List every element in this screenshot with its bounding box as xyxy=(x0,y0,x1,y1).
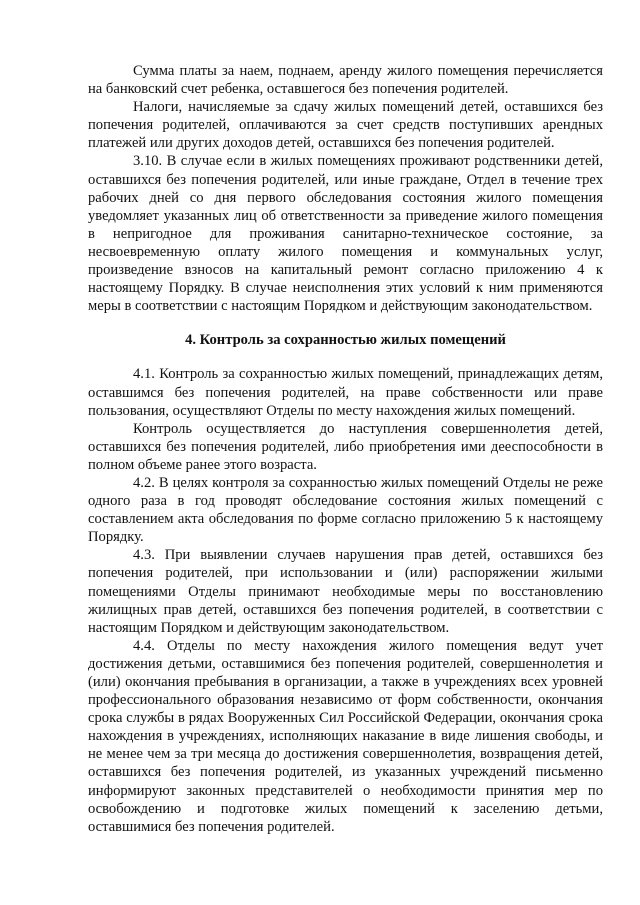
paragraph-4-1: 4.1. Контроль за сохранностью жилых помещений, принадлежащих детям, оставшимся без попечения родителей, на праве собственности или праве пользования, осуществляют Отделы по месту нахождения жилых помещений. xyxy=(88,366,603,419)
paragraph-3-10: 3.10. В случае если в жилых помещениях проживают родственники детей, оставшихся без попечения родителей, или иные граждане, Отдел в течение трех рабочих дней со дня первого обследования состояния жилого помещения уведомляет указанных лиц об ответственности за приведение жилого помещения в непригодное для проживания санитарно-техническое состояние, за несвоевременную оплату жилого помещения и коммунальных услуг, произведение взносов на капитальный ремонт согласно приложению 4 к настоящему Порядку. В случае неисполнения этих условий к ним применяются меры в соответствии с настоящим Порядком и действующим законодательством. xyxy=(88,153,603,315)
paragraph-4-2: 4.2. В целях контроля за сохранностью жилых помещений Отделы не реже одного раза в год проводят обследование состояния жилых помещений с составлением акта обследования по форме согласно приложению 5 к настоящему Порядку. xyxy=(88,474,603,546)
paragraph-rent-payment: Сумма платы за наем, поднаем, аренду жилого помещения перечисляется на банковский счет ребенка, оставшегося без попечения родителей. xyxy=(88,63,603,98)
section-heading: 4. Контроль за сохранностью жилых помещений xyxy=(185,332,506,349)
paragraph-taxes: Налоги, начисляемые за сдачу жилых помещений детей, оставшихся без попечения родителей, оплачиваются за счет средств поступивших арендных платежей или других доходов детей, оставшихся без попечения родителей. xyxy=(88,99,603,152)
paragraph-control-period: Контроль осуществляется до наступления совершеннолетия детей, оставшихся без попечения родителей, либо приобретения ими дееспособности в полном объеме ранее этого возраста. xyxy=(88,420,603,473)
document-body xyxy=(88,62,603,836)
paragraph-4-3: 4.3. При выявлении случаев нарушения прав детей, оставшихся без попечения родителей, при использовании и (или) распоряжении жилыми помещениями Отделы принимают необходимые меры по восстановлению жилищных прав детей, оставшихся без попечения родителей, в соответствии с настоящим Порядком и действующим законодательством. xyxy=(88,547,603,636)
paragraph-4-4: 4.4. Отделы по месту нахождения жилого помещения ведут учет достижения детьми, оставшимися без попечения родителей, совершеннолетия и (или) окончания пребывания в организации, а также в учреждениях всех уровней профессионального образования независимо от форм собственности, окончания срока службы в рядах Вооруженных Сил Российской Федерации, окончания срока нахождения в учреждениях, исполняющих наказание в виде лишения свободы, и не менее чем за три месяца до достижения совершеннолетия, возвращения детей, оставшихся без попечения родителей, из указанных учреждений письменно информируют законных представителей о необходимости принятия мер по освобождению и подготовке жилых помещений к заселению детьми, оставшимися без попечения родителей. xyxy=(88,637,603,835)
